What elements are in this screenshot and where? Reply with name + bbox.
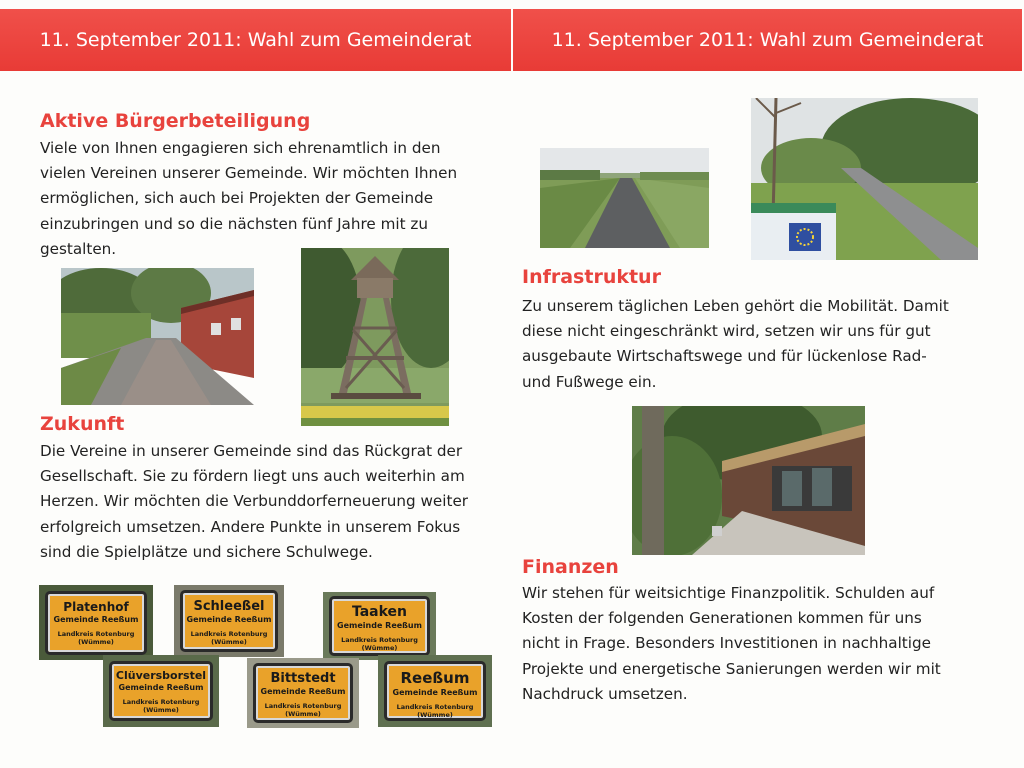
town-kreis: Landkreis Rotenburg (Wümme) [341,636,418,652]
photo-community-building [632,406,865,555]
banner-right [513,9,1022,71]
text-line: vielen Vereinen unserer Gemeinde. Wir möchten Ihnen [40,164,458,183]
heading-finanzen: Finanzen [522,556,619,578]
text-line: ausgebaute Wirtschaftswege und für lückenlose Rad- [522,347,927,366]
town-kreis: Landkreis Rotenburg (Wümme) [264,702,342,718]
text-line: diese nicht eingeschränkt wird, setzen wir uns für gut [522,322,931,341]
text-line: gestalten. [40,239,117,258]
town-sign [329,596,430,656]
banner-left-title: 11. September 2011: Wahl zum Gemeinderat [39,29,472,51]
town-name: Bittstedt [270,671,336,686]
sign-photo-clueversborstel [103,655,219,727]
banner-left [0,9,511,71]
text-buergerbeteiligung [40,136,457,262]
town-name: Clüversborstel [115,669,207,682]
town-name: Platenhof [63,600,129,614]
text-line: und Fußwege ein. [522,372,657,391]
sign-photo-taaken [323,592,436,660]
town-kreis: Landkreis Rotenburg (Wümme) [396,703,474,719]
town-gemeinde: Gemeinde Reeßum [53,615,139,624]
text-line: nicht in Frage. Besonders Investitionen in nachhaltige [522,634,931,653]
banner-right-title: 11. September 2011: Wahl zum Gemeinderat [551,29,984,51]
town-gemeinde: Gemeinde Reeßum [186,615,272,624]
text-line: sind die Spielplätze und sichere Schulwege. [40,542,373,561]
photo-country-road [540,148,709,248]
text-line: Herzen. Wir möchten die Verbunddorferneuerung weiter [40,492,469,511]
text-line: Wir stehen für weitsichtige Finanzpolitik. Schulden auf [522,584,935,602]
heading-zukunft: Zukunft [40,413,125,435]
heading-buergerbeteiligung: Aktive Bürgerbeteiligung [40,110,311,132]
town-kreis: Landkreis Rotenburg (Wümme) [57,630,135,646]
town-kreis: Landkreis Rotenburg (Wümme) [122,698,200,714]
text-line: Zu unserem täglichen Leben gehört die Mobilität. Damit [522,297,949,315]
sign-photo-bittstedt [247,658,359,728]
text-line: einzubringen und so die nächsten fünf Jahre mit zu [40,214,428,233]
town-name: Reeßum [400,669,470,687]
text-zukunft [40,439,468,565]
heading-infrastruktur: Infrastruktur [522,266,661,288]
town-name: Taaken [351,604,408,620]
town-sign [384,661,486,721]
text-line: Nachdruck umsetzen. [522,684,688,703]
text-line: Gesellschaft. Sie zu fördern liegt uns auch weiterhin am [40,467,465,486]
town-sign [253,663,353,723]
town-sign [45,591,147,655]
town-gemeinde: Gemeinde Reeßum [337,621,422,630]
town-gemeinde: Gemeinde Reeßum [118,683,204,692]
town-gemeinde: Gemeinde Reeßum [260,687,346,696]
sign-photo-reessum [378,655,492,727]
town-gemeinde: Gemeinde Reeßum [392,688,478,697]
sign-photo-platenhof [39,585,153,660]
text-line: Kosten der folgenden Generationen kommen für uns [522,609,922,628]
text-line: erfolgreich umsetzen. Andere Punkte in unserem Fokus [40,517,461,536]
text-line: Viele von Ihnen engagieren sich ehrenamtlich in den [40,139,441,157]
text-line: Projekte und energetische Sanierungen werden wir mit [522,659,941,678]
photo-brick-path [61,268,254,405]
text-line: ermöglichen, sich auch bei Projekten der Gemeinde [40,189,434,208]
text-line: Die Vereine in unserer Gemeinde sind das Rückgrat der [40,442,463,460]
photo-road-with-eu-sign [751,98,978,260]
text-finanzen [522,581,941,707]
photo-bell-tower [301,248,449,426]
town-kreis: Landkreis Rotenburg (Wümme) [190,630,268,646]
sign-photo-schleessel [174,585,284,657]
town-sign [109,661,213,721]
town-name: Schleeßel [193,599,265,614]
text-infrastruktur [522,294,949,395]
town-sign [180,590,278,652]
